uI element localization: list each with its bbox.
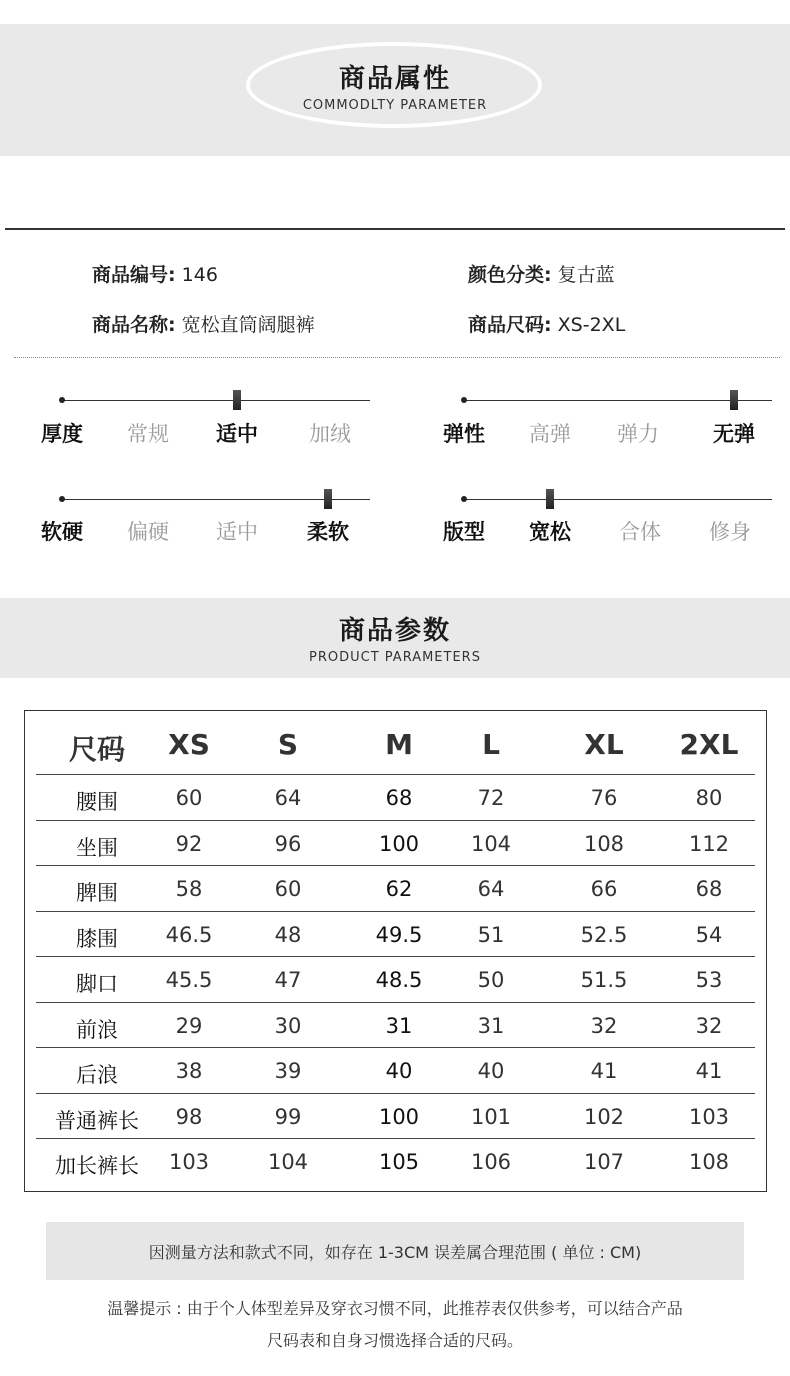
scale-option: 常规 <box>127 422 169 446</box>
info-label: 商品尺码: <box>468 314 552 336</box>
table-cell: 103 <box>168 1150 210 1174</box>
table-cell: 103 <box>688 1104 730 1129</box>
table-row-label: 普通裤长 <box>55 1108 139 1133</box>
scale-option: 加绒 <box>309 422 351 446</box>
tip-line-1: 温馨提示 : 由于个人体型差异及穿衣习惯不同，此推荐表仅供参考，可以结合产品 <box>107 1299 683 1318</box>
table-cell: 68 <box>695 877 723 901</box>
table-cell: 108 <box>583 831 625 856</box>
table-row-divider <box>36 1138 755 1139</box>
table-cell: 49.5 <box>375 922 423 947</box>
table-cell: 92 <box>175 831 203 856</box>
scale-marker <box>233 390 241 410</box>
dotted-divider <box>14 357 780 358</box>
table-cell: 66 <box>590 877 618 901</box>
table-row-label: 加长裤长 <box>55 1154 139 1178</box>
table-cell: 101 <box>470 1104 512 1129</box>
scale-start-dot <box>461 397 467 403</box>
table-cell: 104 <box>470 831 512 856</box>
table-cell: 53 <box>695 968 723 992</box>
scale-option: 无弹 <box>713 422 755 446</box>
section-title-attributes: 商品属性 <box>338 64 451 94</box>
info-label: 商品名称: <box>92 314 176 336</box>
table-row-divider <box>36 911 755 912</box>
scale-line <box>464 400 772 401</box>
table-header-cell: XS <box>168 728 210 761</box>
table-cell: 51.5 <box>580 968 628 992</box>
section-title-params: 商品参数 <box>338 616 451 646</box>
scale-start-dot <box>59 496 65 502</box>
table-header-cell: L <box>482 728 500 761</box>
table-row-divider <box>36 820 755 821</box>
table-cell: 107 <box>583 1150 625 1174</box>
table-cell: 64 <box>477 877 505 901</box>
table-cell: 31 <box>385 1013 413 1038</box>
table-row-divider <box>36 1093 755 1094</box>
table-cell: 48.5 <box>375 968 423 992</box>
table-cell: 106 <box>470 1150 512 1174</box>
table-cell: 105 <box>378 1150 420 1174</box>
table-cell: 47 <box>274 968 302 992</box>
info-label: 颜色分类: <box>468 264 552 286</box>
table-cell: 38 <box>175 1059 203 1083</box>
scale-option: 偏硬 <box>127 520 169 544</box>
table-row-divider <box>36 1047 755 1048</box>
table-cell: 32 <box>695 1013 723 1038</box>
table-row-divider <box>36 956 755 957</box>
info-value: XS-2XL <box>557 314 626 336</box>
table-header-cell: 尺码 <box>68 733 126 766</box>
table-cell: 68 <box>385 786 413 810</box>
scale-marker <box>324 489 332 509</box>
table-cell: 76 <box>590 786 618 810</box>
table-cell: 58 <box>175 877 203 901</box>
table-cell: 30 <box>274 1013 302 1038</box>
table-cell: 60 <box>175 786 203 810</box>
table-row-label: 膝围 <box>76 926 118 951</box>
table-cell: 108 <box>688 1150 730 1174</box>
scale-marker <box>730 390 738 410</box>
table-cell: 80 <box>695 786 723 810</box>
info-product-code <box>92 260 218 287</box>
scale-name: 软硬 <box>41 520 83 544</box>
info-color <box>468 260 615 287</box>
table-row-label: 后浪 <box>76 1063 118 1087</box>
table-cell: 60 <box>274 877 302 901</box>
table-cell: 100 <box>378 831 420 856</box>
info-value: 宽松直筒阔腿裤 <box>181 314 315 336</box>
table-cell: 48 <box>274 922 302 947</box>
scale-start-dot <box>59 397 65 403</box>
info-product-name <box>92 310 315 337</box>
scale-marker <box>546 489 554 509</box>
table-row-divider <box>36 1002 755 1003</box>
table-cell: 96 <box>274 831 302 856</box>
table-row-label: 脾围 <box>76 881 118 905</box>
table-cell: 50 <box>477 968 505 992</box>
table-cell: 52.5 <box>580 922 628 947</box>
table-cell: 54 <box>695 922 723 947</box>
table-cell: 99 <box>274 1104 302 1129</box>
table-cell: 39 <box>274 1059 302 1083</box>
scale-name: 弹性 <box>443 422 485 446</box>
table-row-label: 腰围 <box>76 790 118 814</box>
scale-option: 弹力 <box>617 422 659 446</box>
scale-line <box>62 400 370 401</box>
scale-start-dot <box>461 496 467 502</box>
table-cell: 72 <box>477 786 505 810</box>
table-cell: 32 <box>590 1013 618 1038</box>
scale-option: 适中 <box>216 422 258 446</box>
table-cell: 62 <box>385 877 413 901</box>
scale-line <box>464 499 772 500</box>
table-cell: 41 <box>695 1059 723 1083</box>
table-row-label: 坐围 <box>76 835 118 860</box>
table-cell: 98 <box>175 1104 203 1129</box>
table-header-cell: XL <box>584 728 624 761</box>
table-cell: 100 <box>378 1104 420 1129</box>
table-cell: 51 <box>477 922 505 947</box>
table-header-cell: M <box>385 728 413 761</box>
table-row-divider <box>36 865 755 866</box>
table-cell: 45.5 <box>165 968 213 992</box>
table-row-label: 脚口 <box>76 972 118 996</box>
scale-name: 厚度 <box>41 422 83 446</box>
table-cell: 104 <box>267 1150 309 1174</box>
table-header-cell: S <box>277 728 299 761</box>
divider <box>5 228 785 230</box>
section-subtitle-attributes: COMMODLTY PARAMETER <box>302 98 488 113</box>
info-size-range <box>468 310 625 337</box>
table-row-label: 前浪 <box>76 1017 118 1042</box>
scale-option: 高弹 <box>529 422 571 446</box>
table-cell: 31 <box>477 1013 505 1038</box>
scale-option: 修身 <box>709 520 751 544</box>
scale-option: 适中 <box>216 520 258 544</box>
scale-name: 版型 <box>443 520 485 544</box>
table-cell: 46.5 <box>165 922 213 947</box>
info-value: 146 <box>181 264 218 286</box>
table-cell: 29 <box>175 1013 203 1038</box>
info-label: 商品编号: <box>92 264 176 286</box>
table-cell: 40 <box>477 1059 505 1083</box>
scale-option: 宽松 <box>529 520 571 544</box>
info-value: 复古蓝 <box>557 264 615 286</box>
section-subtitle-params: PRODUCT PARAMETERS <box>309 650 481 665</box>
table-cell: 64 <box>274 786 302 810</box>
tip-line-2: 尺码表和自身习惯选择合适的尺码。 <box>266 1331 523 1350</box>
table-row-divider <box>36 774 755 775</box>
scale-option: 合体 <box>619 520 661 544</box>
table-cell: 40 <box>385 1059 413 1083</box>
table-cell: 102 <box>583 1104 625 1129</box>
table-cell: 112 <box>688 831 730 856</box>
scale-option: 柔软 <box>307 520 349 544</box>
measurement-note: 因测量方法和款式不同，如存在 1-3CM 误差属合理范围 ( 单位 : CM) <box>148 1243 642 1262</box>
table-header-cell: 2XL <box>679 728 739 761</box>
table-cell: 41 <box>590 1059 618 1083</box>
